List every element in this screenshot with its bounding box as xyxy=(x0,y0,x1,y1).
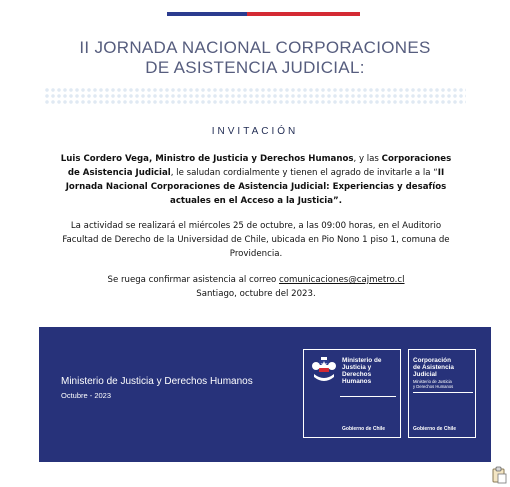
logo-text-line: Judicial xyxy=(413,371,437,378)
signature-date: Santiago, octubre del 2023. xyxy=(196,289,316,299)
logo-text-line: Justicia y xyxy=(342,364,372,371)
clipboard-paste-icon[interactable] xyxy=(492,466,507,484)
event-title-line1: II JORNADA NACIONAL CORPORACIONES xyxy=(79,38,431,57)
invitation-heading: INVITACIÓN xyxy=(211,126,299,137)
footer-panel xyxy=(39,327,491,462)
caj-logo xyxy=(408,349,476,438)
text-segment: , le saludan cordialmente y tienen el agrado de invitarle a la “ xyxy=(170,168,438,178)
host-corporations: Corporaciones de Asistencia Judicial xyxy=(67,154,452,178)
invitation-paragraph-hosts xyxy=(60,152,452,208)
invitation-paragraph-rsvp xyxy=(60,273,452,301)
logo-sub-line: y Derechos Humanos xyxy=(413,384,454,389)
footer-ministry-name: Ministerio de Justicia y Derechos Humanos xyxy=(61,376,253,387)
gobierno-label: Gobierno de Chile xyxy=(413,426,457,432)
rsvp-email-link[interactable]: comunicaciones@cajmetro.cl xyxy=(279,275,405,285)
caj-logo-text xyxy=(413,357,475,378)
logo-text-line: Corporación xyxy=(413,357,451,364)
logo-divider xyxy=(413,392,473,393)
ministry-logo xyxy=(303,349,401,438)
rsvp-text: Se ruega confirmar asistencia al correo xyxy=(107,275,279,285)
logo-divider xyxy=(340,396,396,397)
footer-date: Octubre - 2023 xyxy=(61,391,112,400)
flag-red-segment xyxy=(247,12,360,16)
logo-text-line: de Asistencia xyxy=(413,364,454,371)
flag-blue-segment xyxy=(167,12,247,16)
flag-color-bar xyxy=(167,12,360,16)
text-segment: , y las xyxy=(353,154,382,164)
logo-text-line: Humanos xyxy=(342,378,372,385)
logo-text-line: Ministerio de xyxy=(342,357,382,364)
ministry-logo-text xyxy=(342,357,398,385)
decorative-pattern-band xyxy=(44,87,466,105)
caj-logo-subtext xyxy=(413,379,475,389)
event-title xyxy=(0,38,510,78)
chile-coat-of-arms-icon xyxy=(310,356,338,386)
logo-text-line: Derechos xyxy=(342,371,372,378)
invitation-paragraph-details: La actividad se realizará el miércoles 25 de octubre, a las 09:00 horas, en el Auditorio Facultad de Derecho de la Universidad de Chile, ubicada en Pio Nono 1 piso 1, comuna de Providencia. xyxy=(62,221,450,259)
event-name: II Jornada Nacional Corporaciones de Asistencia Judicial: Experiencias y desafíos actuales en el Acceso a la Justicia”. xyxy=(65,168,447,206)
logo-sub-line: Ministerio de Justicia xyxy=(413,379,452,384)
event-title-line2: DE ASISTENCIA JUDICIAL: xyxy=(145,58,365,77)
gobierno-label: Gobierno de Chile xyxy=(342,426,386,432)
host-minister: Luis Cordero Vega, Ministro de Justicia y Derechos Humanos xyxy=(60,154,354,164)
